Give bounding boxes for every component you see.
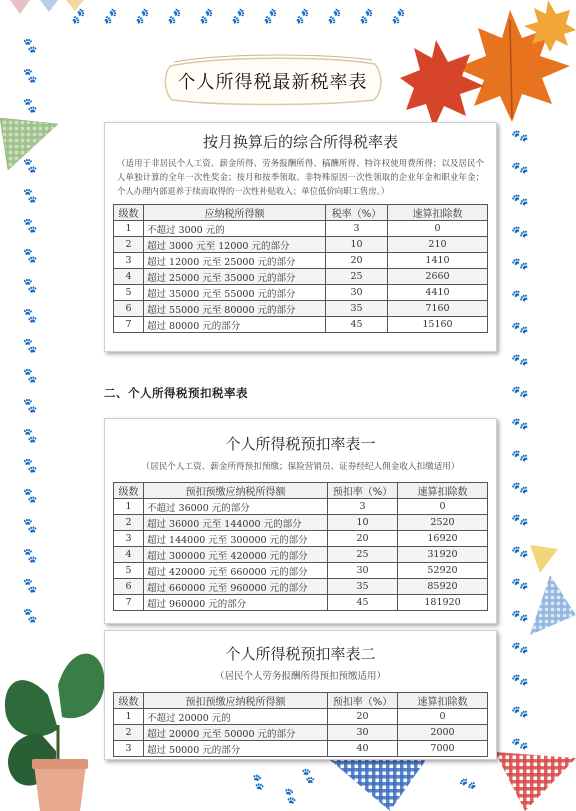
table-cell: 5: [114, 285, 144, 301]
table-row: [114, 301, 488, 317]
paw-icon: 🐾: [510, 415, 530, 434]
table-header-cell: 级数: [114, 483, 144, 499]
table-cell: 不超过 36000 元的部分: [144, 499, 328, 515]
table-row: [114, 725, 488, 741]
table-cell: 10: [326, 237, 388, 253]
table-cell: 1: [114, 709, 144, 725]
paw-icon: 🐾: [20, 247, 40, 266]
table-header-cell: 速算扣除数: [388, 205, 488, 221]
table-cell: 3: [328, 499, 398, 515]
bunting-flag-icon: [530, 545, 560, 575]
paw-icon: 🐾: [510, 159, 530, 178]
paw-icon: 🐾: [261, 7, 279, 26]
table-row: [114, 741, 488, 757]
table-cell: 超过 960000 元的部分: [144, 595, 328, 611]
table-cell: 30: [328, 725, 398, 741]
paw-icon: 🐾: [20, 277, 40, 296]
table-row: [114, 317, 488, 333]
table-cell: 25: [326, 269, 388, 285]
maple-leaf-icon: [400, 0, 576, 140]
table-header-cell: 预扣率（%）: [328, 483, 398, 499]
paw-icon: 🐾: [20, 157, 40, 176]
paw-icon: 🐾: [510, 287, 530, 306]
table-cell: 4: [114, 269, 144, 285]
table-cell: 不超过 3000 元的: [144, 221, 326, 237]
table-header-row: [114, 483, 488, 499]
table-cell: 2520: [398, 515, 488, 531]
page-title-banner: [160, 52, 385, 107]
page-title: 个人所得税最新税率表: [177, 72, 368, 93]
table-cell: 181920: [398, 595, 488, 611]
table-cell: 0: [398, 709, 488, 725]
table-cell: 25: [328, 547, 398, 563]
table-row: [114, 237, 488, 253]
table-row: [114, 709, 488, 725]
table-cell: 210: [388, 237, 488, 253]
paw-icon: 🐾: [20, 487, 40, 506]
table-header-cell: 应纳税所得额: [144, 205, 326, 221]
table-header-cell: 级数: [114, 693, 144, 709]
table-cell: 45: [326, 317, 388, 333]
table-cell: 6: [114, 579, 144, 595]
paw-icon: 🐾: [20, 217, 40, 236]
paw-icon: 🐾: [20, 37, 40, 56]
paw-icon: 🐾: [510, 191, 530, 210]
paw-icon: 🐾: [20, 607, 40, 626]
paw-icon: 🐾: [20, 577, 40, 596]
table-cell: 超过 660000 元至 960000 元的部分: [144, 579, 328, 595]
table1-note: （适用于非居民个人工资、薪金所得、劳务报酬所得、稿酬所得、特许权使用费所得；以及居民个人单独计算的全年一次性奖金；按月和按季领取、非特殊原因一次性领取的企业年金和职业年金；个人办理内部退养于续而取得的一次性补贴收入；单位低价向职工售房。）: [117, 158, 484, 196]
table-cell: 7160: [388, 301, 488, 317]
table-header-row: [114, 693, 488, 709]
table-cell: 0: [398, 499, 488, 515]
table-row: [114, 269, 488, 285]
paw-icon: 🐾: [197, 7, 215, 26]
paw-icon: 🐾: [510, 511, 530, 530]
paw-icon: 🐾: [457, 774, 479, 795]
table-card-2: [104, 418, 497, 624]
table-cell: 20: [326, 253, 388, 269]
paw-icon: 🐾: [247, 771, 269, 794]
table-header-row: [114, 205, 488, 221]
paw-icon: 🐾: [20, 367, 40, 386]
section-heading: 二、个人所得税预扣税率表: [104, 386, 248, 400]
table-cell: 35: [328, 579, 398, 595]
table-header-cell: 预扣预缴应纳税所得额: [144, 693, 328, 709]
paw-icon: 🐾: [510, 351, 530, 370]
table-row: [114, 221, 488, 237]
table-row: [114, 531, 488, 547]
table-cell: 16920: [398, 531, 488, 547]
paw-icon: 🐾: [20, 547, 40, 566]
table-cell: 7: [114, 595, 144, 611]
paw-icon: 🐾: [279, 785, 301, 808]
table-cell: 35: [326, 301, 388, 317]
table-header-cell: 速算扣除数: [398, 483, 488, 499]
table-cell: 30: [326, 285, 388, 301]
table-row: [114, 499, 488, 515]
table-cell: 2660: [388, 269, 488, 285]
table-row: [114, 595, 488, 611]
paw-icon: 🐾: [510, 703, 530, 722]
paw-icon: 🐾: [20, 67, 40, 86]
table-cell: 2: [114, 237, 144, 253]
table-cell: 3: [114, 253, 144, 269]
table-cell: 5: [114, 563, 144, 579]
paw-icon: 🐾: [510, 319, 530, 338]
tax-rate-table-1: [113, 204, 488, 333]
table-cell: 超过 35000 元至 55000 元的部分: [144, 285, 326, 301]
paw-icon: 🐾: [510, 223, 530, 242]
paw-icon: 🐾: [510, 543, 530, 562]
table-cell: 超过 144000 元至 300000 元的部分: [144, 531, 328, 547]
bunting-flag-icon: [0, 118, 58, 170]
table-cell: 52920: [398, 563, 488, 579]
table-cell: 1: [114, 499, 144, 515]
paw-icon: 🐾: [20, 97, 40, 116]
table-cell: 20: [328, 531, 398, 547]
table-row: [114, 285, 488, 301]
paw-icon: 🐾: [229, 7, 247, 26]
paw-icon: 🐾: [510, 671, 530, 690]
table1-title: 按月换算后的综合所得税率表: [202, 133, 398, 151]
paw-icon: 🐾: [101, 7, 119, 26]
paw-icon: 🐾: [510, 735, 530, 754]
paw-icon: 🐾: [510, 127, 530, 146]
table-cell: 85920: [398, 579, 488, 595]
table-cell: 不超过 20000 元的: [144, 709, 328, 725]
table-cell: 超过 50000 元的部分: [144, 741, 328, 757]
table-cell: 超过 12000 元至 25000 元的部分: [144, 253, 326, 269]
withholding-rate-table-2: [113, 692, 488, 757]
table-card-1: [104, 122, 497, 352]
paw-icon: 🐾: [510, 607, 530, 626]
table2-title: 个人所得税预扣率表一: [225, 435, 376, 453]
paw-icon: 🐾: [357, 7, 375, 26]
table-cell: 超过 3000 元至 12000 元的部分: [144, 237, 326, 253]
paw-icon: 🐾: [20, 517, 40, 536]
paw-icon: 🐾: [20, 427, 40, 446]
table-cell: 0: [388, 221, 488, 237]
table-cell: 7000: [398, 741, 488, 757]
table-cell: 7: [114, 317, 144, 333]
table-cell: 15160: [388, 317, 488, 333]
paw-icon: 🐾: [133, 7, 151, 26]
table-cell: 2: [114, 515, 144, 531]
paw-icon: 🐾: [510, 255, 530, 274]
paw-icon: 🐾: [325, 7, 343, 26]
paw-icon: 🐾: [20, 187, 40, 206]
table-header-cell: 级数: [114, 205, 144, 221]
paw-icon: 🐾: [20, 307, 40, 326]
table-cell: 超过 55000 元至 80000 元的部分: [144, 301, 326, 317]
table-row: [114, 563, 488, 579]
paw-icon: 🐾: [293, 7, 311, 26]
paw-icon: 🐾: [20, 337, 40, 356]
table-cell: 10: [328, 515, 398, 531]
table3-title: 个人所得税预扣率表二: [225, 645, 376, 663]
paw-icon: 🐾: [389, 7, 407, 26]
withholding-rate-table-1: [113, 482, 488, 611]
table2-note: （居民个人工资、薪金所得预扣预缴；保险营销员、证券经纪人佣金收入扣缴适用）: [141, 462, 460, 472]
table-row: [114, 253, 488, 269]
table-cell: 4410: [388, 285, 488, 301]
table-header-cell: 税率（%）: [326, 205, 388, 221]
table-cell: 2: [114, 725, 144, 741]
table-cell: 1: [114, 221, 144, 237]
table-cell: 超过 80000 元的部分: [144, 317, 326, 333]
table-cell: 3: [114, 741, 144, 757]
paw-icon: 🐾: [510, 447, 530, 466]
table-cell: 6: [114, 301, 144, 317]
table-header-cell: 预扣率（%）: [328, 693, 398, 709]
paw-icon: 🐾: [510, 575, 530, 594]
monstera-plant-icon: [0, 625, 110, 811]
table-header-cell: 预扣预缴应纳税所得额: [144, 483, 328, 499]
table-cell: 45: [328, 595, 398, 611]
paw-icon: 🐾: [510, 383, 530, 402]
paw-icon: 🐾: [20, 457, 40, 476]
table-cell: 4: [114, 547, 144, 563]
paw-icon: 🐾: [69, 7, 87, 26]
table-header-cell: 速算扣除数: [398, 693, 488, 709]
table-cell: 2000: [398, 725, 488, 741]
table3-note: （居民个人劳务报酬所得预扣预缴适用）: [214, 671, 386, 682]
table-row: [114, 547, 488, 563]
table-card-3: [104, 630, 497, 760]
table-cell: 超过 300000 元至 420000 元的部分: [144, 547, 328, 563]
table-cell: 30: [328, 563, 398, 579]
table-cell: 超过 20000 元至 50000 元的部分: [144, 725, 328, 741]
bunting-flag-icon: [0, 0, 100, 20]
paw-icon: 🐾: [510, 479, 530, 498]
table-cell: 3: [326, 221, 388, 237]
paw-icon: 🐾: [297, 766, 319, 787]
table-cell: 超过 25000 元至 35000 元的部分: [144, 269, 326, 285]
table-cell: 40: [328, 741, 398, 757]
table-row: [114, 579, 488, 595]
table-cell: 超过 36000 元至 144000 元的部分: [144, 515, 328, 531]
table-cell: 3: [114, 531, 144, 547]
table-cell: 超过 420000 元至 660000 元的部分: [144, 563, 328, 579]
table-cell: 31920: [398, 547, 488, 563]
bunting-flag-icon: [530, 575, 576, 635]
paw-icon: 🐾: [165, 7, 183, 26]
paw-icon: 🐾: [510, 639, 530, 658]
table-cell: 20: [328, 709, 398, 725]
table-cell: 1410: [388, 253, 488, 269]
table-row: [114, 515, 488, 531]
bunting-flag-icon: [495, 752, 576, 811]
paw-icon: 🐾: [20, 397, 40, 416]
